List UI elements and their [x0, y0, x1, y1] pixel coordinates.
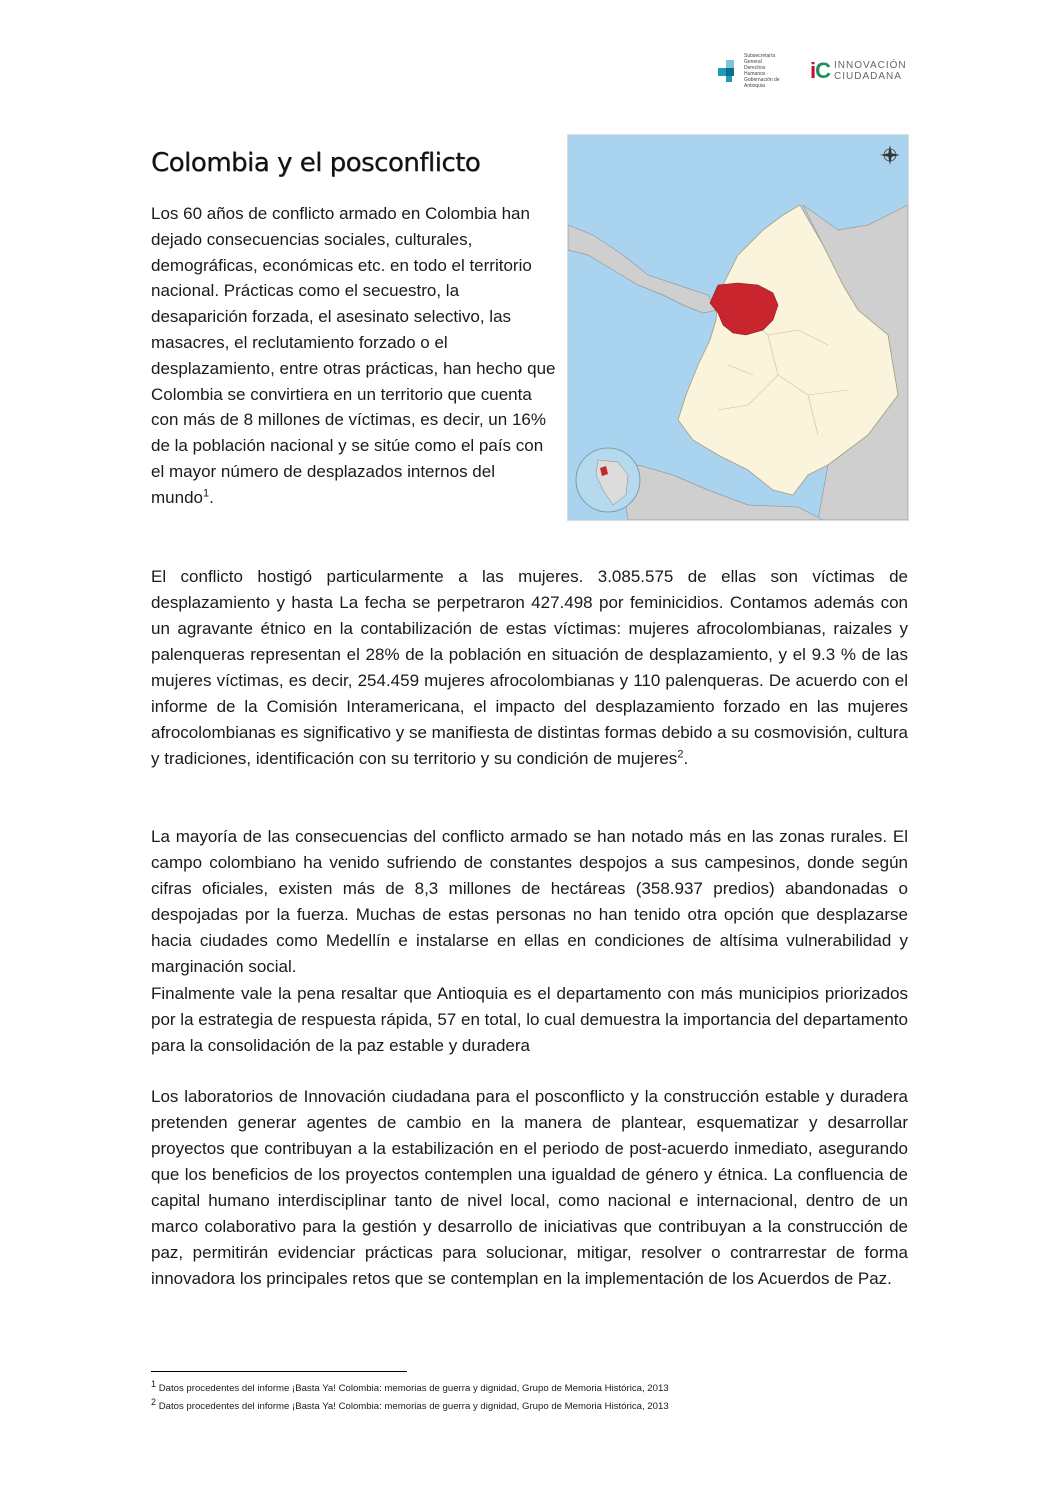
footnote-2: [151, 1396, 669, 1414]
ic-logo-mark: iC: [810, 58, 831, 83]
footnote-ref-1[interactable]: 1: [202, 487, 210, 500]
colombia-map-graphic: [568, 135, 908, 520]
ic-logo-line1: INNOVACIÓN: [834, 60, 907, 71]
gobernacion-logo-text: Subsecretaría General Derechos Humanos · Gobernación de Antioquia: [744, 53, 780, 89]
colombia-map: [567, 134, 909, 521]
paragraph-women-text: El conflicto hostigó particularmente a las mujeres. 3.085.575 de ellas son víctimas de desplazamiento y hasta La fecha se perpetraron 427.498 por feminicidios. Contamos además con un agravante étnico en la contabilización de estas víctimas: mujeres afrocolombianas, raizales y palenqueras representan el 28% de la población en situación de desplazamiento, y el 9.3 % de las mujeres víctimas, es decir, 254.459 mujeres afrocolombianas y 110 palenqueras. De acuerdo con el informe de la Comisión Interamericana, el impacto del desplazamiento forzado en las mujeres afrocolombianas es significativo y se manifiesta de distintas formas debido a su cosmovisión, cultura y tradiciones, identificación con su territorio y su condición de mujeres: [151, 567, 908, 768]
intro-paragraph: [151, 201, 556, 511]
footnote-1: [151, 1378, 669, 1396]
globe-inset-icon: [576, 448, 640, 512]
paragraph-women: [151, 564, 908, 772]
paragraph-women-end: .: [683, 749, 689, 768]
gobernacion-logo-mark: [718, 60, 740, 82]
gobernacion-logo: [718, 53, 810, 89]
paragraph-laboratorios: Los laboratorios de Innovación ciudadana para el posconflicto y la construcción estable y duradera pretenden generar agentes de cambio en la manera de plantear, esquematizar y desarrollar proyectos que contribuyan a la estabilización en el periodo de post-acuerdo inmediato, asegurando que los beneficios de los proyectos contemplen una igualdad de género y étnica. La confluencia de capital humano interdisciplinar tanto de nivel local, como nacional e internacional, dentro de un marco colaborativo para la gestión y desarrollo de iniciativas que contribuyan a la construcción de paz, permitirán evidenciar prácticas para solucionar, mitigar, resolver o contrarrestar de forma innovadora los principales retos que se contemplan en la implementación de los Acuerdos de Paz.: [151, 1087, 908, 1288]
header-logos: [718, 53, 908, 89]
ic-logo-text: [834, 60, 907, 82]
page-title: Colombia y el posconflicto: [151, 148, 481, 178]
paragraph-antioquia: Finalmente vale la pena resaltar que Antioquia es el departamento con más municipios priorizados por la estrategia de respuesta rápida, 57 en total, lo cual demuestra la importancia del departamento para la consolidación de la paz estable y duradera: [151, 984, 908, 1055]
footnote-ref-2[interactable]: 2: [677, 748, 684, 761]
intro-paragraph-text: Los 60 años de conflicto armado en Colombia han dejado consecuencias sociales, culturales, demográficas, económicas etc. en todo el territorio nacional. Prácticas como el secuestro, la desaparición forzada, el asesinato selectivo, las masacres, el reclutamiento forzado o el desplazamiento, entre otras prácticas, han hecho que Colombia se convirtiera en un territorio que cuenta con más de 8 millones de víctimas, es decir, un 16% de la población nacional y se sitúe como el país con el mayor número de desplazados internos del mundo: [151, 204, 556, 507]
footnote-2-text: Datos procedentes del informe ¡Basta Ya! Colombia: memorias de guerra y dignidad, Grupo de Memoria Histórica, 2013: [158, 1401, 669, 1412]
footnote-2-number: 2: [151, 1396, 157, 1407]
ic-logo-line2: CIUDADANA: [834, 71, 902, 82]
paragraph-rural: La mayoría de las consecuencias del conflicto armado se han notado más en las zonas rurales. El campo colombiano ha venido sufriendo de constantes despojos a sus campesinos, donde según cifras oficiales, existen más de 8,3 millones de hectáreas (358.937 predios) abandonadas o despojadas por la fuerza. Muchas de estas personas no han tenido otra opción que desplazarse hacia ciudades como Medellín e instalarse en ellas en condiciones de altísima vulnerabilidad y marginación social.: [151, 827, 908, 976]
footnote-separator: [151, 1371, 407, 1372]
intro-paragraph-end: .: [209, 487, 214, 507]
footnote-1-text: Datos procedentes del informe ¡Basta Ya! Colombia: memorias de guerra y dignidad, Grupo de Memoria Histórica, 2013: [158, 1383, 669, 1394]
innovacion-ciudadana-logo: [810, 58, 907, 84]
footnote-1-number: 1: [151, 1378, 157, 1389]
